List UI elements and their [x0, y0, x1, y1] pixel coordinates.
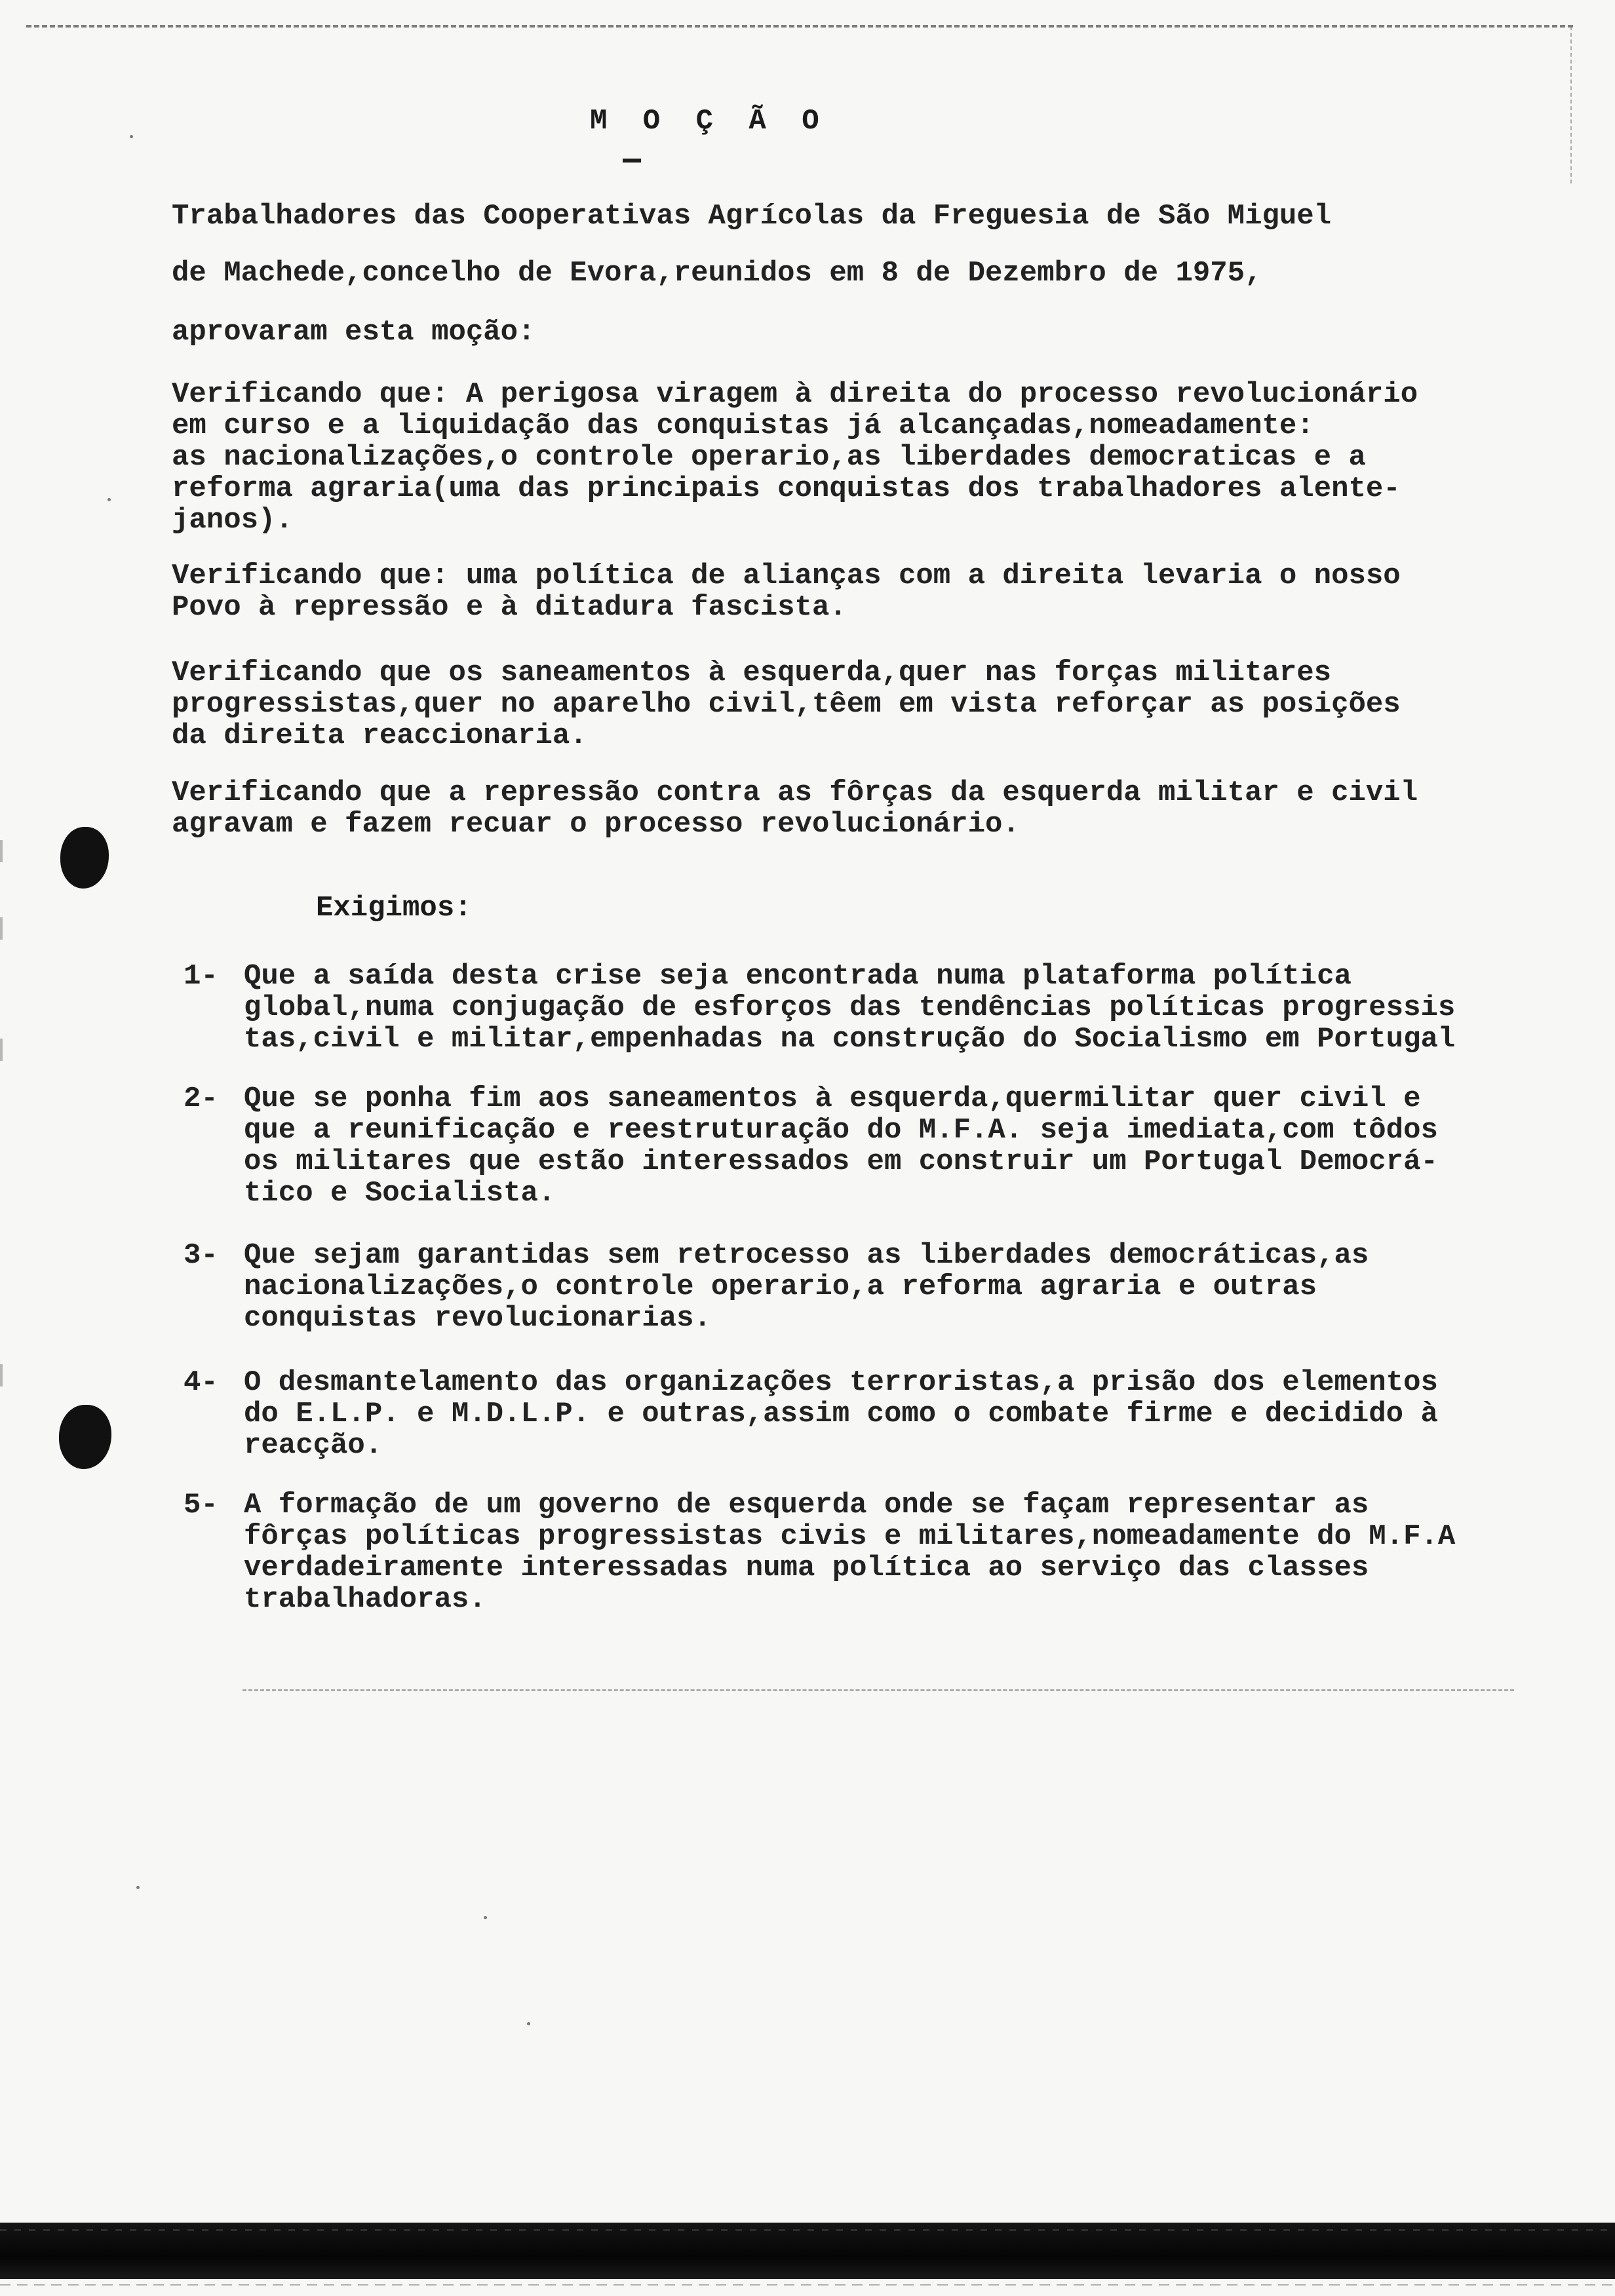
intro-line-1: Trabalhadores das Cooperativas Agrícolas da Freguesia de São Miguel: [172, 200, 1332, 233]
demand-number: 2-: [184, 1082, 218, 1115]
ink-blot: [59, 1405, 111, 1469]
right-edge-marks: [1570, 26, 1572, 183]
scan-speck: [130, 135, 133, 138]
bottom-dashed-rule: [243, 1689, 1514, 1691]
margin-scan-mark: [0, 917, 3, 940]
top-dashed-rule: [26, 25, 1573, 28]
scan-speck: [136, 1886, 140, 1889]
demand-number: 3-: [184, 1239, 218, 1272]
demand-number: 1-: [184, 960, 218, 993]
consideration-paragraph-4: Verificando que a repressão contra as fôrças da esquerda militar e civil agravam e fazem recuar o processo revolucionário.: [172, 776, 1418, 841]
consideration-paragraph-2: Verificando que: uma política de alianças com a direita levaria o nosso Povo à repressão e à ditadura fascista.: [172, 560, 1401, 624]
demand-text: Que a saída desta crise seja encontrada numa plataforma política global,numa conjugação de esforços das tendências políticas progressis tas,civil e militar,empenhadas na construção do Socialismo em Portugal: [244, 960, 1456, 1056]
scanner-shadow-bar: [0, 2223, 1615, 2279]
scan-speck: [484, 1916, 487, 1919]
scan-speck: [107, 498, 111, 501]
consideration-paragraph-1: Verificando que: A perigosa viragem à direita do processo revolucionário em curso e a liquidação das conquistas já alcançadas,nomeadamente: as nacionalizações,o controle operario,as liberdades democraticas e a reforma agraria(uma das principais conquistas dos trabalhadores alente- janos).: [172, 378, 1418, 537]
demand-text: A formação de um governo de esquerda onde se façam representar as fôrças políticas progressistas civis e militares,nomeadamente do M.F.A verdadeiramente interessadas numa política ao serviço das classes trabalhadoras.: [244, 1489, 1456, 1616]
intro-line-3: aprovaram esta moção:: [172, 316, 535, 349]
ink-blot: [60, 827, 109, 889]
scan-speck: [527, 2022, 530, 2025]
title-underline-mark: [623, 159, 641, 163]
margin-scan-mark: [0, 1039, 3, 1061]
demand-text: O desmantelamento das organizações terroristas,a prisão dos elementos do E.L.P. e M.D.L.P. e outras,assim como o combate firme e decidido à reacção.: [244, 1366, 1438, 1462]
demand-number: 5-: [184, 1489, 218, 1521]
margin-scan-mark: [0, 840, 3, 862]
demand-text: Que se ponha fim aos saneamentos à esquerda,quermilitar quer civil e que a reunificação e reestruturação do M.F.A. seja imediata,com tôdos os militares que estão interessados em construir um Portugal Democrá- tico e Socialista.: [244, 1082, 1438, 1210]
demands-heading: Exigimos:: [316, 892, 472, 925]
consideration-paragraph-3: Verificando que os saneamentos à esquerda,quer nas forças militares progressistas,quer no aparelho civil,têem em vista reforçar as posições da direita reaccionaria.: [172, 657, 1401, 752]
intro-line-2: de Machede,concelho de Evora,reunidos em 8 de Dezembro de 1975,: [172, 257, 1262, 290]
demand-number: 4-: [184, 1366, 218, 1399]
margin-scan-mark: [0, 1364, 3, 1387]
document-title: M O Ç Ã O: [590, 105, 828, 138]
demand-text: Que sejam garantidas sem retrocesso as liberdades democráticas,as nacionalizações,o controle operario,a reforma agraria e outras conquistas revolucionarias.: [244, 1239, 1369, 1335]
